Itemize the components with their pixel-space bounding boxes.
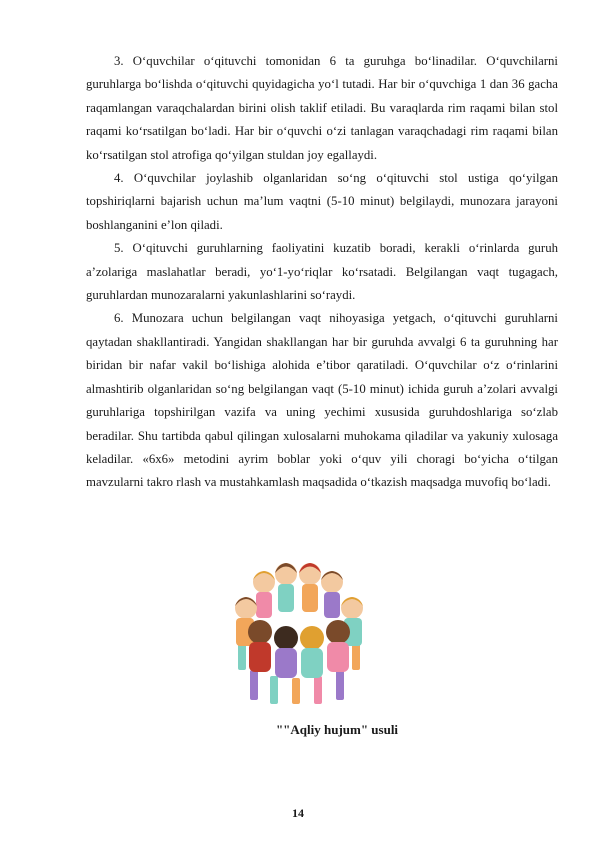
figure-caption — [0, 722, 596, 738]
back-row-children — [253, 563, 343, 618]
body-text — [86, 50, 558, 495]
front-row-children — [248, 620, 350, 678]
figure-caption-text: ""Aqliy hujum" usuli — [275, 722, 399, 737]
children-circle-icon — [228, 560, 370, 706]
children-circle-illustration — [228, 560, 370, 706]
paragraph-step-5: 5. O‘qituvchi guruhlarning faoliyatini kuzatib boradi, kerakli o‘rinlarda guruh a’zolariga maslahatlar beradi, yo‘1-yo‘riqlar ko‘rsatadi. Belgilangan vaqt tugagach, guruhlardan munozaralarni yakunlashlarini so‘raydi. — [86, 241, 558, 303]
paragraph-step-6: 6. Munozara uchun belgilangan vaqt nihoyasiga yetgach, o‘qituvchi guruhlarni qaytadan shakllantiradi. Yangidan shakllangan har bir guruhda avvalgi 6 ta guruhning har biridan bir nafar vakil bo‘lishiga alohida e’tibor qaratiladi. O‘quvchilar o‘z o‘rinlarini almashtirib olganlaridan so‘ng belgilangan vaqt (5-10 minut) ichida guruh a’zolari avvalgi guruhlariga topshirilgan vazifa va uning yechimi xususida guruhdoshlariga so‘zlab beradilar. Shu tartibda qabul qilingan xulosalarni muhokama qiladilar va yakuniy xulosaga keladilar. «6x6» metodini ayrim boblar yoki o‘quv yili choragi bo‘yicha o‘tilgan mavzularni takro rlash va mustahkamlash maqsadida o‘tkazish maqsadga muvofiq bo‘ladi. — [86, 311, 558, 490]
paragraph-step-4: 4. O‘quvchilar joylashib olganlaridan so‘ng o‘qituvchi stol ustiga qo‘yilgan topshiriqlarni bajarish uchun ma’lum vaqtni (5-10 minut) belgilaydi, munozara jarayoni boshlanganini e’lon qiladi. — [86, 171, 558, 232]
paragraph-step-3: 3. O‘quvchilar o‘qituvchi tomonidan 6 ta guruhga bo‘linadilar. O‘quvchilarni guruhlarga bo‘lishda o‘qituvchi quyidagicha yo‘l tutadi. Har bir o‘quvchiga 1 dan 36 gacha raqamlangan varaqchalardan birini olish taklif etiladi. Bu varaqlarda rim raqami bilan stol raqami ko‘rsatilgan bo‘ladi. Har bir o‘quvchi o‘zi tanlagan varaqchadagi rim raqami bilan ko‘rsatilgan stol atrofiga qo‘yilgan stuldan joy egallaydi. — [86, 54, 558, 162]
page-number: 14 — [292, 806, 304, 820]
